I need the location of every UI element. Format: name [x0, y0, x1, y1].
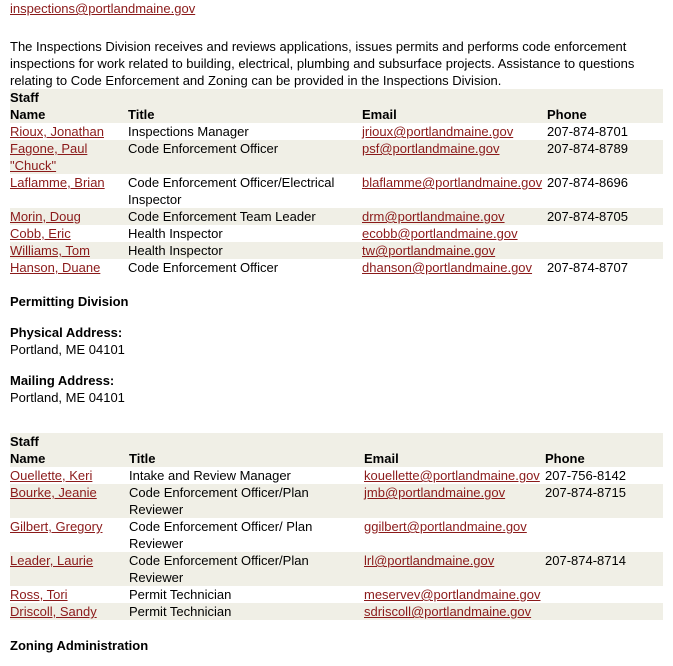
col-header-title: Title — [128, 106, 362, 123]
table-row — [10, 259, 663, 276]
staff-title: Health Inspector — [128, 226, 223, 241]
staff-phone: 207-874-8789 — [547, 140, 663, 174]
staff-heading-row — [10, 89, 663, 106]
staff-title: Code Enforcement Officer — [128, 260, 279, 275]
staff-email-link[interactable]: jrioux@portlandmaine.gov — [362, 124, 514, 139]
mailing-address-label: Mailing Address: — [10, 373, 115, 388]
staff-title: Code Enforcement Team Leader — [128, 208, 362, 225]
staff-phone: 207-874-8707 — [547, 260, 628, 275]
staff-title: Code Enforcement Officer/Plan Reviewer — [129, 484, 364, 518]
staff-email-link[interactable]: jmb@portlandmaine.gov — [364, 485, 506, 500]
staff-name-link[interactable]: Ouellette, Keri — [10, 468, 93, 483]
staff-name-link[interactable]: Morin, Doug — [10, 209, 81, 224]
col-header-title: Title — [129, 450, 364, 467]
staff-phone: 207-756-8142 — [545, 468, 626, 483]
table-row — [10, 123, 663, 140]
staff-email-link[interactable]: ecobb@portlandmaine.gov — [362, 226, 518, 241]
staff-email-link[interactable]: psf@portlandmaine.gov — [362, 141, 500, 156]
staff-phone: 207-874-8696 — [547, 175, 628, 190]
staff-name-link[interactable]: Ross, Tori — [10, 587, 68, 602]
staff-title: Permit Technician — [129, 603, 364, 620]
staff-title: Code Enforcement Officer — [128, 140, 362, 174]
staff-heading: Staff — [10, 89, 663, 106]
permitting-division-title: Permitting Division — [10, 294, 129, 309]
staff-heading-row — [10, 433, 663, 450]
table-row — [10, 484, 663, 518]
staff-name-link[interactable]: Leader, Laurie — [10, 553, 94, 568]
staff-title: Inspections Manager — [128, 124, 249, 139]
intro-paragraph: The Inspections Division receives and reviews applications, issues permits and performs code enforcement inspections for work related to building, electrical, plumbing and subsurface projects. Assistance to questions relating to Code Enforcement and Zoning can be provided in the Inspections Division. — [10, 39, 635, 88]
staff-email-link[interactable]: drm@portlandmaine.gov — [362, 209, 505, 224]
inspections-staff-table — [10, 89, 663, 276]
staff-name-link[interactable]: Rioux, Jonathan — [10, 124, 104, 139]
table-header-row — [10, 106, 663, 123]
staff-name-link[interactable]: Williams, Tom — [10, 243, 90, 258]
table-row — [10, 140, 663, 174]
table-row — [10, 552, 663, 586]
table-row — [10, 225, 663, 242]
staff-name-link[interactable]: Bourke, Jeanie — [10, 485, 97, 500]
staff-email-link[interactable]: lrl@portlandmaine.gov — [364, 553, 495, 568]
staff-phone — [547, 225, 663, 242]
col-header-name: Name — [10, 106, 128, 123]
physical-address-value: Portland, ME 04101 — [10, 342, 125, 357]
physical-address-label: Physical Address: — [10, 325, 123, 340]
zoning-administration-title: Zoning Administration — [10, 638, 149, 653]
staff-name-link[interactable]: Hanson, Duane — [10, 260, 101, 275]
staff-phone: 207-874-8705 — [547, 208, 663, 225]
col-header-phone: Phone — [547, 106, 663, 123]
table-row — [10, 518, 663, 552]
staff-title: Code Enforcement Officer/ Plan Reviewer — [129, 519, 313, 551]
content — [10, 0, 663, 654]
staff-email-link[interactable]: ggilbert@portlandmaine.gov — [364, 519, 527, 534]
staff-email-link[interactable]: dhanson@portlandmaine.gov — [362, 260, 533, 275]
table-header-row — [10, 450, 663, 467]
staff-title: Code Enforcement Officer/Electrical Inspector — [128, 175, 335, 207]
staff-name-link[interactable]: Fagone, Paul "Chuck" — [10, 141, 88, 173]
staff-title: Health Inspector — [128, 242, 362, 259]
table-row — [10, 586, 663, 603]
permitting-staff-table — [10, 433, 663, 620]
staff-name-link[interactable]: Laflamme, Brian — [10, 175, 105, 190]
col-header-email: Email — [362, 106, 547, 123]
table-row — [10, 242, 663, 259]
mailing-address-value: Portland, ME 04101 — [10, 390, 125, 405]
table-row — [10, 174, 663, 208]
table-row — [10, 208, 663, 225]
staff-phone: 207-874-8715 — [545, 484, 663, 518]
staff-name-link[interactable]: Gilbert, Gregory — [10, 519, 103, 534]
staff-email-link[interactable]: kouellette@portlandmaine.gov — [364, 468, 540, 483]
staff-title: Intake and Review Manager — [129, 468, 291, 483]
staff-phone: 207-874-8714 — [545, 552, 663, 586]
col-header-phone: Phone — [545, 450, 663, 467]
staff-name-link[interactable]: Cobb, Eric — [10, 226, 71, 241]
staff-phone: 207-874-8701 — [547, 124, 628, 139]
staff-email-link[interactable]: tw@portlandmaine.gov — [362, 243, 496, 258]
table-row — [10, 467, 663, 484]
inspections-email-link[interactable]: inspections@portlandmaine.gov — [10, 1, 196, 16]
staff-phone — [545, 586, 663, 603]
staff-title: Permit Technician — [129, 587, 232, 602]
staff-phone — [545, 603, 663, 620]
staff-email-link[interactable]: sdriscoll@portlandmaine.gov — [364, 604, 532, 619]
staff-phone — [545, 518, 663, 552]
table-row — [10, 603, 663, 620]
staff-title: Code Enforcement Officer/Plan Reviewer — [129, 552, 364, 586]
staff-email-link[interactable]: meservev@portlandmaine.gov — [364, 587, 541, 602]
staff-name-link[interactable]: Driscoll, Sandy — [10, 604, 97, 619]
staff-heading: Staff — [10, 433, 663, 450]
col-header-email: Email — [364, 450, 545, 467]
staff-phone — [547, 242, 663, 259]
staff-email-link[interactable]: blaflamme@portlandmaine.gov — [362, 175, 543, 190]
col-header-name: Name — [10, 450, 129, 467]
